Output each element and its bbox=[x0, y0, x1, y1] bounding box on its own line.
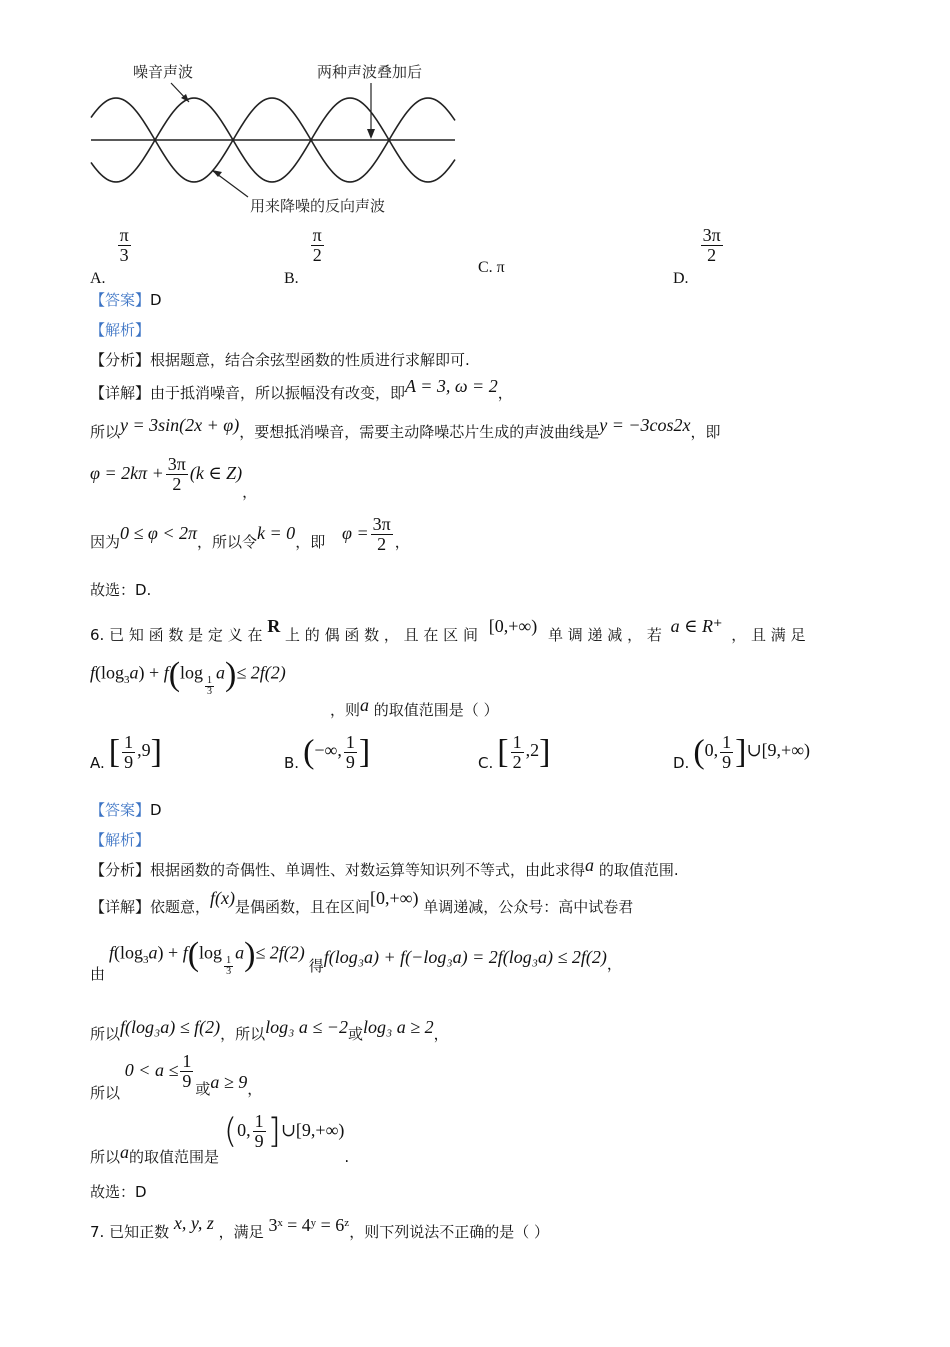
q5-detail-line3: φ = 2kπ + $\frac{3\pi}{2}$ (k ∈ Z)， bbox=[90, 454, 258, 501]
label-noise-wave: 噪音声波 bbox=[133, 63, 194, 81]
label-reverse-wave: 用来降噪的反向声波 bbox=[250, 197, 386, 215]
q6-stem-inequality: $f(\log_3a) + f(\log$ $\frac{1}{3}$ a)≤ 2f(2) bbox=[90, 656, 286, 698]
q5-option-b: B. $\frac{\pi}{2}$ bbox=[284, 225, 322, 288]
q6-choice: 故选：D bbox=[90, 1183, 147, 1201]
q6-answer: 【答案】D bbox=[90, 801, 162, 819]
q6-option-c: C. [ $\frac{1}{2}$ ,2] bbox=[478, 732, 551, 773]
q6-jiexi: 【解析】 bbox=[90, 831, 151, 849]
q5-option-c: C. π bbox=[478, 259, 505, 276]
q5-option-d: D. $\frac{3\pi}{2}$ bbox=[673, 225, 721, 288]
q6-option-a: A. [ $\frac{1}{9}$ ,9] bbox=[90, 732, 162, 773]
q5-detail-line2: 所以y = 3sin(2x + φ)，要想抵消噪音，需要主动降噪芯片生成的声波曲线是y = −3cos2x，即 bbox=[90, 415, 721, 441]
q6-detail-line2: 由 $f(\log_3a) + f(\log$ $\frac{1}{3}$ a)≤ 2f(2) 得f(log₃a) + f(−log₃a) = 2f(log₃a) ≤ 2f(2)， bbox=[90, 936, 622, 983]
q5-choice: 故选：D. bbox=[90, 581, 152, 599]
q6-option-b: B. (−∞, $\frac{1}{9}$ ] bbox=[284, 732, 371, 773]
q6-detail-line4: 所以 0 < a ≤ $\frac{1}{9}$ 或a ≥ 9， bbox=[90, 1051, 263, 1102]
q5-fenxi: 【分析】根据题意，结合余弦型函数的性质进行求解即可. bbox=[90, 351, 470, 369]
q5-answer: 【答案】D bbox=[90, 291, 162, 309]
sound-wave-figure bbox=[85, 55, 465, 220]
label-sum-wave: 两种声波叠加后 bbox=[317, 63, 423, 81]
q6-detail-line1: 【详解】依题意，f(x)是偶函数，且在区间[0,+∞) 单调递减，公众号：高中试卷君 bbox=[90, 888, 634, 916]
q6-detail-line5: 所以a的取值范围是 (0, $\frac{1}{9}$ ]∪[9,+∞). bbox=[90, 1111, 350, 1166]
q5-jiexi: 【解析】 bbox=[90, 321, 151, 339]
q6-detail-line3: 所以f(log₃a) ≤ f(2)，所以log₃ a ≤ −2或log₃ a ≥ 2， bbox=[90, 1017, 449, 1043]
q5-option-a: A. $\frac{\pi}{3}$ bbox=[90, 225, 129, 288]
arrowhead-sum bbox=[367, 129, 375, 139]
q6-stem-line2: ，则a 的取值范围是（ ） bbox=[330, 695, 499, 719]
q6-fenxi: 【分析】根据函数的奇偶性、单调性、对数运算等知识列不等式，由此求得a 的取值范围. bbox=[90, 855, 679, 879]
q5-detail-line4: 因为0 ≤ φ < 2π，所以令k = 0，即 φ = $\frac{3\pi}{2}$ ， bbox=[90, 514, 410, 554]
q6-option-d: D. (0, $\frac{1}{9}$ ]∪[9,+∞) bbox=[673, 732, 811, 773]
q5-detail-line1: 【详解】由于抵消噪音，所以振幅没有改变，即A = 3, ω = 2， bbox=[90, 376, 513, 402]
q7-stem: 7. 已知正数 x, y, z ，满足 3ˣ = 4ʸ = 6ᶻ，则下列说法不正确的是（ ） bbox=[90, 1213, 550, 1241]
q6-stem-line1: 6. 已 知 函 数 是 定 义 在 R 上 的 偶 函 数 ， 且 在 区 间 [0,+∞) 单 调 递 减 ， 若 a ∈ R⁺ ， 且 满 足 bbox=[90, 616, 806, 644]
